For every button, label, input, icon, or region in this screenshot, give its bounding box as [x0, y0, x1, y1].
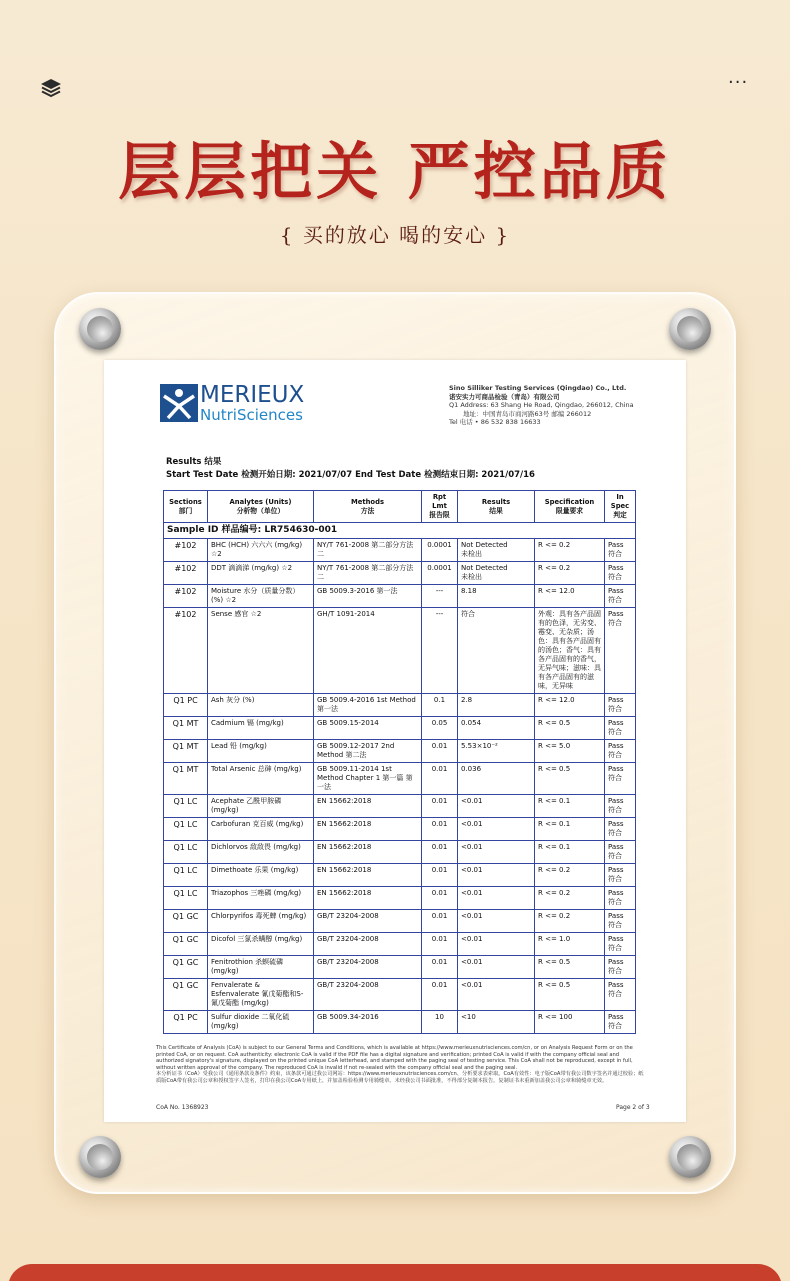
cell-analyte: Dimethoate 乐果 (mg/kg)	[208, 864, 314, 887]
cell-rl: 0.01	[422, 887, 458, 910]
cell-result: <0.01	[458, 956, 535, 979]
cell-method: GB/T 23204-2008	[314, 933, 422, 956]
cell-rl: 0.0001	[422, 562, 458, 585]
table-row	[164, 795, 636, 818]
cell-rl: 0.01	[422, 910, 458, 933]
cell-rl: 0.1	[422, 694, 458, 717]
cell-rl: 0.01	[422, 841, 458, 864]
cell-method: GB 5009.15-2014	[314, 717, 422, 740]
cell-spec: R <= 0.2	[535, 864, 605, 887]
cell-section: Q1 LC	[164, 818, 208, 841]
table-row	[164, 717, 636, 740]
cell-section: Q1 GC	[164, 956, 208, 979]
cell-rl: 10	[422, 1011, 458, 1034]
cell-spec: R <= 12.0	[535, 585, 605, 608]
cell-analyte: Sense 感官 ☆2	[208, 608, 314, 694]
cell-inspec: Pass 符合	[605, 910, 636, 933]
logo-name: MERIEUX	[200, 382, 305, 408]
cell-section: Q1 LC	[164, 841, 208, 864]
cell-inspec: Pass 符合	[605, 763, 636, 795]
cell-section: Q1 MT	[164, 740, 208, 763]
cell-inspec: Pass 符合	[605, 740, 636, 763]
cell-result: 2.8	[458, 694, 535, 717]
cell-inspec: Pass 符合	[605, 717, 636, 740]
cell-analyte: Moisture 水分（质量分数）(%) ☆2	[208, 585, 314, 608]
table-row	[164, 1011, 636, 1034]
cell-spec: R <= 0.5	[535, 717, 605, 740]
cell-rl: 0.01	[422, 933, 458, 956]
cell-inspec: Pass 符合	[605, 841, 636, 864]
table-row	[164, 608, 636, 694]
cell-method: NY/T 761-2008 第二部分方法二	[314, 539, 422, 562]
page-subtitle: { 买的放心 喝的安心 }	[279, 223, 511, 247]
cell-rl: 0.01	[422, 740, 458, 763]
page-number: Page 2 of 3	[616, 1104, 650, 1111]
cell-inspec: Pass 符合	[605, 795, 636, 818]
cell-inspec: Pass 符合	[605, 887, 636, 910]
table-body	[164, 523, 636, 1034]
cell-rl: 0.05	[422, 717, 458, 740]
column-header: Analytes (Units) 分析物（单位）	[208, 491, 314, 523]
cell-analyte: Lead 铅 (mg/kg)	[208, 740, 314, 763]
column-header: Specification 限量要求	[535, 491, 605, 523]
screw-icon	[669, 308, 711, 350]
cell-analyte: BHC (HCH) 六六六 (mg/kg) ☆2	[208, 539, 314, 562]
layers-icon[interactable]	[40, 78, 62, 98]
cell-section: Q1 LC	[164, 887, 208, 910]
cell-rl: ---	[422, 608, 458, 694]
page-title: 层层把关 严控品质	[118, 135, 672, 208]
cell-method: GB/T 23204-2008	[314, 979, 422, 1011]
cell-rl: 0.01	[422, 763, 458, 795]
cell-result: <0.01	[458, 841, 535, 864]
cell-spec: R <= 100	[535, 1011, 605, 1034]
cell-spec: R <= 1.0	[535, 933, 605, 956]
cell-analyte: Chlorpyrifos 毒死蜱 (mg/kg)	[208, 910, 314, 933]
cell-analyte: Triazophos 三唑磷 (mg/kg)	[208, 887, 314, 910]
footer-terms-en: This Certificate of Analysis (CoA) is subject to our General Terms and Conditions, which is available at https://www.merieuxnutrisciences.com/cn, or on Analysis Request Form or on the printed CoA, or on request. CoA authenticity: electronic CoA is valid if the PDF file has a digital signature and verification; printed CoA is valid if with the company official seal and authorized signatory's signature, displayed on the printed unique CoA letterhead, and stamped with the paging seal of testing service. This CoA shall not be reproduced, except in full, without written approval of the company. The reproduced CoA is invalid if not re-sealed with the company official seal and the paging seal.	[156, 1045, 633, 1071]
cell-inspec: Pass 符合	[605, 818, 636, 841]
column-header: Results 结果	[458, 491, 535, 523]
cell-spec: R <= 0.2	[535, 562, 605, 585]
cell-rl: 0.01	[422, 795, 458, 818]
footer-terms-cn: 本分析证书（CoA）受我公司《通用条款及条件》约束，该条款可通过我公司网站：https://www.merieuxnutrisciences.com/cn、分析要求表索取。CoA有效性：电子版CoA带有我公司数字签名并通过校验；纸质版CoA带有我公司公章和授权签字人签名，打印在我公司CoA专用纸上，并加盖检验检测专用骑缝章。未经我公司书面批准，不得部分复制本报告。复制证书未重新加盖我公司公章和骑缝章无效。	[156, 1071, 644, 1084]
merieux-logo-icon	[160, 384, 198, 422]
cell-result: <0.01	[458, 887, 535, 910]
cell-inspec: Pass 符合	[605, 979, 636, 1011]
cell-method: EN 15662:2018	[314, 864, 422, 887]
cell-section: #102	[164, 539, 208, 562]
cell-inspec: Pass 符合	[605, 694, 636, 717]
cell-method: EN 15662:2018	[314, 818, 422, 841]
cell-analyte: DDT 滴滴涕 (mg/kg) ☆2	[208, 562, 314, 585]
cell-spec: R <= 0.1	[535, 841, 605, 864]
cell-analyte: Ash 灰分 (%)	[208, 694, 314, 717]
table-row	[164, 956, 636, 979]
cell-inspec: Pass 符合	[605, 608, 636, 694]
screw-icon	[79, 1136, 121, 1178]
cell-section: #102	[164, 562, 208, 585]
cell-rl: ---	[422, 585, 458, 608]
cell-result: <0.01	[458, 818, 535, 841]
cell-analyte: Fenitrothion 杀螟硫磷 (mg/kg)	[208, 956, 314, 979]
sample-id-row	[164, 523, 636, 539]
cell-result: <0.01	[458, 910, 535, 933]
cell-spec: R <= 0.2	[535, 539, 605, 562]
cell-method: GB/T 23204-2008	[314, 910, 422, 933]
cell-section: Q1 GC	[164, 933, 208, 956]
sample-id: Sample ID 样品编号: LR754630-001	[164, 523, 636, 539]
more-icon[interactable]: ···	[728, 72, 749, 93]
cell-inspec: Pass 符合	[605, 933, 636, 956]
cell-inspec: Pass 符合	[605, 956, 636, 979]
cell-result: Not Detected 未检出	[458, 539, 535, 562]
test-dates: Start Test Date 检测开始日期: 2021/07/07 End Test Date 检测结束日期: 2021/07/16	[166, 470, 535, 480]
table-row	[164, 933, 636, 956]
cell-method: EN 15662:2018	[314, 795, 422, 818]
table-row	[164, 887, 636, 910]
table-row	[164, 979, 636, 1011]
table-row	[164, 818, 636, 841]
cell-result: 0.054	[458, 717, 535, 740]
cell-analyte: Cadmium 镉 (mg/kg)	[208, 717, 314, 740]
column-header: Rpt Lmt 报告限	[422, 491, 458, 523]
cell-inspec: Pass 符合	[605, 864, 636, 887]
cell-rl: 0.01	[422, 979, 458, 1011]
lab-address-en: Q1 Address: 63 Shang He Road, Qingdao, 266012, China	[449, 401, 634, 409]
cell-spec: R <= 0.5	[535, 763, 605, 795]
table-row	[164, 864, 636, 887]
cell-section: #102	[164, 608, 208, 694]
cell-section: Q1 MT	[164, 717, 208, 740]
cell-result: 0.036	[458, 763, 535, 795]
cell-spec: R <= 0.1	[535, 818, 605, 841]
cell-result: Not Detected 未检出	[458, 562, 535, 585]
cell-method: NY/T 761-2008 第二部分方法二	[314, 562, 422, 585]
cell-spec: R <= 0.2	[535, 910, 605, 933]
cell-result: <10	[458, 1011, 535, 1034]
cell-rl: 0.01	[422, 818, 458, 841]
cell-analyte: Sulfur dioxide 二氧化硫 (mg/kg)	[208, 1011, 314, 1034]
cell-analyte: Total Arsenic 总砷 (mg/kg)	[208, 763, 314, 795]
results-header	[166, 456, 535, 482]
cell-spec: R <= 0.5	[535, 956, 605, 979]
cell-method: GH/T 1091-2014	[314, 608, 422, 694]
table-row	[164, 562, 636, 585]
lab-tel: Tel 电话 • 86 532 838 16633	[449, 418, 541, 426]
cell-result: <0.01	[458, 795, 535, 818]
cell-inspec: Pass 符合	[605, 1011, 636, 1034]
results-label: Results 结果	[166, 457, 222, 467]
cell-method: EN 15662:2018	[314, 887, 422, 910]
cell-inspec: Pass 符合	[605, 562, 636, 585]
column-header: Methods 方法	[314, 491, 422, 523]
cell-spec: R <= 12.0	[535, 694, 605, 717]
cell-section: Q1 MT	[164, 763, 208, 795]
cell-rl: 0.01	[422, 864, 458, 887]
table-row	[164, 763, 636, 795]
cell-analyte: Acephate 乙酰甲胺磷 (mg/kg)	[208, 795, 314, 818]
cell-method: EN 15662:2018	[314, 841, 422, 864]
cell-section: Q1 LC	[164, 795, 208, 818]
certificate-footer	[156, 1045, 648, 1085]
certificate-paper	[104, 360, 686, 1122]
cell-section: Q1 PC	[164, 694, 208, 717]
cell-method: GB 5009.11-2014 1st Method Chapter 1 第一篇 第一法	[314, 763, 422, 795]
cell-method: GB/T 23204-2008	[314, 956, 422, 979]
logo-sub: NutriSciences	[200, 406, 303, 424]
bottom-banner	[8, 1264, 782, 1281]
table-row	[164, 539, 636, 562]
results-table	[163, 490, 636, 1034]
table-row	[164, 910, 636, 933]
cell-inspec: Pass 符合	[605, 539, 636, 562]
column-header: In Spec 判定	[605, 491, 636, 523]
cell-analyte: Carbofuran 克百威 (mg/kg)	[208, 818, 314, 841]
screw-icon	[669, 1136, 711, 1178]
coa-number: CoA No. 1368923	[156, 1104, 209, 1111]
cell-section: Q1 LC	[164, 864, 208, 887]
cell-result: 符合	[458, 608, 535, 694]
cell-result: <0.01	[458, 979, 535, 1011]
screw-icon	[79, 308, 121, 350]
table-row	[164, 740, 636, 763]
cell-section: Q1 GC	[164, 979, 208, 1011]
cell-inspec: Pass 符合	[605, 585, 636, 608]
cell-method: GB 5009.3-2016 第一法	[314, 585, 422, 608]
cell-method: GB 5009.12-2017 2nd Method 第二法	[314, 740, 422, 763]
cell-analyte: Fenvalerate & Esfenvalerate 氰戊菊酯和S-氰戊菊酯 (mg/kg)	[208, 979, 314, 1011]
cell-method: GB 5009.34-2016	[314, 1011, 422, 1034]
cell-section: #102	[164, 585, 208, 608]
cell-rl: 0.01	[422, 956, 458, 979]
cell-result: 8.18	[458, 585, 535, 608]
cell-spec: R <= 0.5	[535, 979, 605, 1011]
table-row	[164, 585, 636, 608]
table-header-row	[164, 491, 636, 523]
cell-spec: 外观：具有各产品固有的色泽，无劣变、霉变、无杂质；汤色：具有各产品固有的汤色；香气：具有各产品固有的香气，无异气味；滋味：具有各产品固有的滋味，无异味	[535, 608, 605, 694]
lab-name-cn: 诺安实力可商品检验（青岛）有限公司	[449, 392, 560, 401]
cell-method: GB 5009.4-2016 1st Method 第一法	[314, 694, 422, 717]
cell-result: <0.01	[458, 864, 535, 887]
cell-section: Q1 GC	[164, 910, 208, 933]
cell-analyte: Dicofol 三氯杀螨醇 (mg/kg)	[208, 933, 314, 956]
cell-result: <0.01	[458, 933, 535, 956]
cell-analyte: Dichlorvos 敌敌畏 (mg/kg)	[208, 841, 314, 864]
lab-address-cn: 地址：中国青岛市商河路63号 邮编 266012	[463, 409, 592, 418]
cell-section: Q1 PC	[164, 1011, 208, 1034]
cell-spec: R <= 0.2	[535, 887, 605, 910]
table-row	[164, 694, 636, 717]
cell-spec: R <= 0.1	[535, 795, 605, 818]
cell-rl: 0.0001	[422, 539, 458, 562]
merieux-logo	[160, 382, 340, 426]
cell-spec: R <= 5.0	[535, 740, 605, 763]
cell-result: 5.53×10⁻²	[458, 740, 535, 763]
lab-name-en: Sino Silliker Testing Services (Qingdao) Co., Ltd.	[449, 384, 627, 392]
column-header: Sections 部门	[164, 491, 208, 523]
lab-info	[449, 384, 634, 427]
table-row	[164, 841, 636, 864]
